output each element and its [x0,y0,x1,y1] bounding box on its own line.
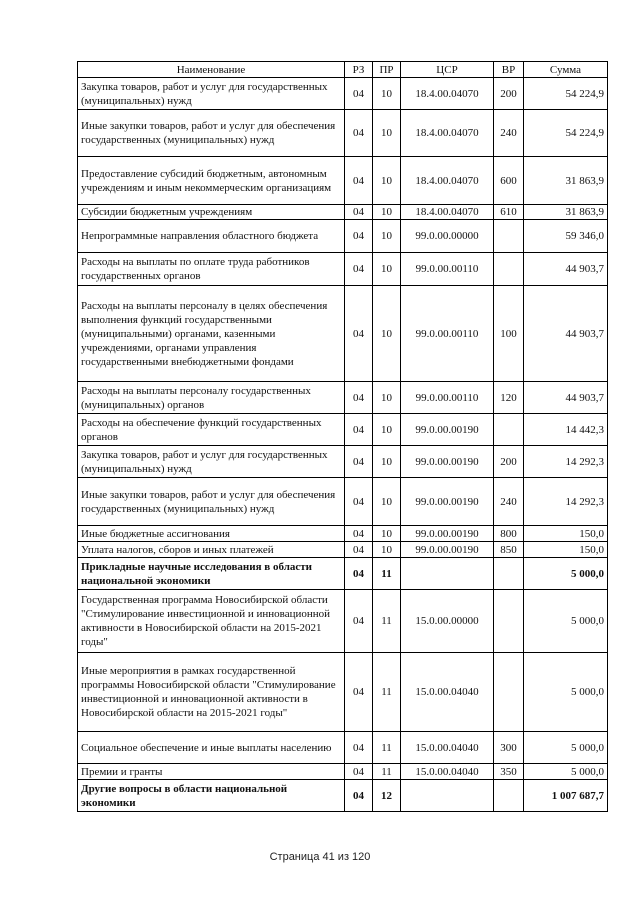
cell-pr: 12 [373,780,401,812]
cell-name: Непрограммные направления областного бюджета [78,220,345,253]
cell-sum: 150,0 [524,526,608,542]
cell-name: Социальное обеспечение и иные выплаты населению [78,732,345,764]
cell-pr: 10 [373,414,401,446]
cell-rz: 04 [345,653,373,732]
cell-csr: 99.0.00.00110 [401,382,494,414]
table-row [78,558,608,590]
cell-name: Расходы на выплаты персоналу государственных (муниципальных) органов [78,382,345,414]
cell-name: Премии и гранты [78,764,345,780]
cell-rz: 04 [345,110,373,157]
table-row [78,653,608,732]
cell-sum: 1 007 687,7 [524,780,608,812]
cell-vr: 350 [494,764,524,780]
cell-pr: 11 [373,653,401,732]
cell-csr: 18.4.00.04070 [401,157,494,205]
cell-rz: 04 [345,220,373,253]
cell-csr [401,780,494,812]
cell-rz: 04 [345,526,373,542]
cell-rz: 04 [345,732,373,764]
cell-vr [494,558,524,590]
header-vr: ВР [494,62,524,78]
cell-rz: 04 [345,157,373,205]
cell-rz: 04 [345,590,373,653]
cell-name: Предоставление субсидий бюджетным, автономным учреждениям и иным некоммерческим организациям [78,157,345,205]
cell-vr [494,220,524,253]
cell-rz: 04 [345,478,373,526]
cell-csr: 99.0.00.00110 [401,286,494,382]
cell-vr: 200 [494,78,524,110]
cell-sum: 44 903,7 [524,286,608,382]
table-row [78,286,608,382]
cell-pr: 10 [373,78,401,110]
table-row [78,446,608,478]
cell-name: Закупка товаров, работ и услуг для государственных (муниципальных) нужд [78,78,345,110]
cell-pr: 10 [373,286,401,382]
cell-csr: 15.0.00.04040 [401,732,494,764]
table-row [78,110,608,157]
cell-vr [494,414,524,446]
cell-pr: 10 [373,478,401,526]
cell-rz: 04 [345,414,373,446]
cell-vr: 240 [494,478,524,526]
cell-sum: 31 863,9 [524,205,608,220]
cell-rz: 04 [345,764,373,780]
cell-name: Расходы на выплаты по оплате труда работников государственных органов [78,253,345,286]
table-row [78,382,608,414]
table-row [78,220,608,253]
table-header-row [78,62,608,78]
cell-csr: 15.0.00.00000 [401,590,494,653]
cell-vr [494,253,524,286]
cell-rz: 04 [345,780,373,812]
cell-vr: 800 [494,526,524,542]
cell-csr: 99.0.00.00190 [401,542,494,558]
table-row [78,764,608,780]
cell-csr: 99.0.00.00190 [401,478,494,526]
table-row [78,253,608,286]
cell-sum: 44 903,7 [524,253,608,286]
cell-pr: 10 [373,382,401,414]
cell-sum: 59 346,0 [524,220,608,253]
cell-name: Другие вопросы в области национальной экономики [78,780,345,812]
cell-name: Закупка товаров, работ и услуг для государственных (муниципальных) нужд [78,446,345,478]
cell-sum: 5 000,0 [524,590,608,653]
table-row [78,157,608,205]
budget-table [77,61,608,812]
cell-rz: 04 [345,558,373,590]
header-csr: ЦСР [401,62,494,78]
cell-pr: 10 [373,253,401,286]
table-row [78,526,608,542]
cell-vr: 240 [494,110,524,157]
cell-vr: 300 [494,732,524,764]
cell-vr: 850 [494,542,524,558]
cell-pr: 10 [373,205,401,220]
table-row [78,478,608,526]
cell-name: Иные мероприятия в рамках государственной программы Новосибирской области "Стимулирование инвестиционной и инновационной активности в Новосибирской области на 2015-2021 годы" [78,653,345,732]
cell-vr [494,780,524,812]
cell-pr: 10 [373,446,401,478]
cell-sum: 54 224,9 [524,78,608,110]
page-number: Страница 41 из 120 [269,851,371,863]
cell-csr: 99.0.00.00190 [401,446,494,478]
cell-csr [401,558,494,590]
cell-sum: 5 000,0 [524,653,608,732]
cell-name: Расходы на выплаты персоналу в целях обеспечения выполнения функций государственными (муниципальными) органами, казенными учреждениями, органами управления государственными внебюджетными фондами [78,286,345,382]
cell-sum: 54 224,9 [524,110,608,157]
cell-rz: 04 [345,253,373,286]
cell-vr: 120 [494,382,524,414]
cell-csr: 15.0.00.04040 [401,653,494,732]
cell-sum: 14 292,3 [524,478,608,526]
cell-rz: 04 [345,78,373,110]
cell-sum: 44 903,7 [524,382,608,414]
cell-pr: 11 [373,764,401,780]
cell-csr: 99.0.00.00190 [401,526,494,542]
cell-sum: 150,0 [524,542,608,558]
cell-csr: 18.4.00.04070 [401,78,494,110]
cell-pr: 11 [373,558,401,590]
cell-vr: 600 [494,157,524,205]
table-row [78,732,608,764]
cell-name: Прикладные научные исследования в области национальной экономики [78,558,345,590]
cell-rz: 04 [345,382,373,414]
cell-pr: 10 [373,110,401,157]
cell-sum: 31 863,9 [524,157,608,205]
cell-csr: 99.0.00.00190 [401,414,494,446]
table-row [78,414,608,446]
cell-vr: 610 [494,205,524,220]
table-row [78,78,608,110]
cell-csr: 18.4.00.04070 [401,110,494,157]
cell-pr: 11 [373,732,401,764]
cell-rz: 04 [345,205,373,220]
cell-name: Иные закупки товаров, работ и услуг для обеспечения государственных (муниципальных) нужд [78,110,345,157]
cell-vr [494,590,524,653]
header-rz: РЗ [345,62,373,78]
cell-csr: 99.0.00.00000 [401,220,494,253]
cell-name: Расходы на обеспечение функций государственных органов [78,414,345,446]
cell-name: Субсидии бюджетным учреждениям [78,205,345,220]
table-row [78,590,608,653]
cell-rz: 04 [345,446,373,478]
header-pr: ПР [373,62,401,78]
cell-sum: 5 000,0 [524,764,608,780]
cell-pr: 10 [373,542,401,558]
cell-sum: 5 000,0 [524,558,608,590]
cell-pr: 10 [373,526,401,542]
cell-pr: 10 [373,220,401,253]
cell-csr: 15.0.00.04040 [401,764,494,780]
cell-csr: 18.4.00.04070 [401,205,494,220]
cell-pr: 11 [373,590,401,653]
cell-sum: 14 442,3 [524,414,608,446]
table-row [78,205,608,220]
cell-name: Иные закупки товаров, работ и услуг для обеспечения государственных (муниципальных) нужд [78,478,345,526]
cell-csr: 99.0.00.00110 [401,253,494,286]
header-sum: Сумма [524,62,608,78]
header-name: Наименование [78,62,345,78]
table-row [78,542,608,558]
cell-rz: 04 [345,286,373,382]
cell-sum: 5 000,0 [524,732,608,764]
cell-pr: 10 [373,157,401,205]
cell-name: Иные бюджетные ассигнования [78,526,345,542]
cell-vr: 200 [494,446,524,478]
cell-vr: 100 [494,286,524,382]
table-row [78,780,608,812]
cell-vr [494,653,524,732]
cell-rz: 04 [345,542,373,558]
cell-sum: 14 292,3 [524,446,608,478]
cell-name: Государственная программа Новосибирской области "Стимулирование инвестиционной и инновационной активности в Новосибирской области на 2015-2021 годы" [78,590,345,653]
cell-name: Уплата налогов, сборов и иных платежей [78,542,345,558]
